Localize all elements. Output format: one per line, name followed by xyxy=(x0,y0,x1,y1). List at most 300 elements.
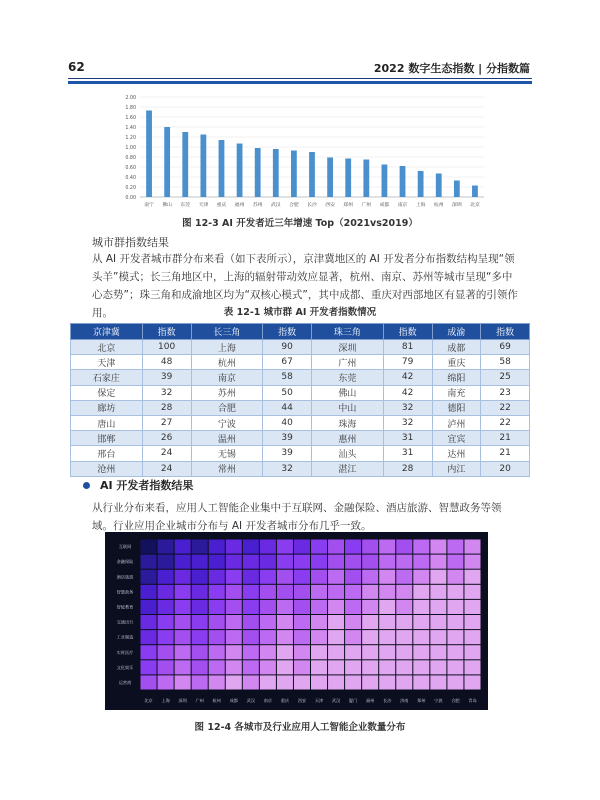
table-cell: 42 xyxy=(383,385,432,400)
heat-cell xyxy=(430,540,446,554)
table-cell: 成都 xyxy=(432,340,481,355)
table-cell: 81 xyxy=(383,340,432,355)
heat-cell xyxy=(294,675,310,689)
col-label: 青岛 xyxy=(468,698,477,703)
heat-cell xyxy=(345,615,361,629)
heat-cell xyxy=(328,600,344,614)
heat-cell xyxy=(464,600,480,614)
table-cell: 48 xyxy=(142,355,191,370)
heat-cell xyxy=(328,660,344,674)
heat-cell xyxy=(158,570,174,584)
y-tick-label: 0.60 xyxy=(125,166,136,171)
heat-cell xyxy=(345,600,361,614)
city-cluster-table xyxy=(70,323,530,477)
heat-cell xyxy=(345,570,361,584)
table-cell: 佛山 xyxy=(312,385,384,400)
heat-cell xyxy=(447,600,463,614)
row-label: 互联网 xyxy=(118,544,132,550)
heat-cell xyxy=(277,630,293,644)
heat-cell xyxy=(362,630,378,644)
heat-cell xyxy=(396,660,412,674)
table-cell: 德阳 xyxy=(432,400,481,415)
bar xyxy=(273,149,279,197)
heat-cell xyxy=(430,585,446,599)
col-label: 武汉 xyxy=(246,698,256,703)
heat-cell xyxy=(141,600,157,614)
table-header-row xyxy=(71,324,530,340)
y-tick-label: 0.20 xyxy=(125,186,136,191)
heat-cell xyxy=(192,675,208,689)
y-tick-label: 1.80 xyxy=(125,106,136,111)
heat-cell xyxy=(260,660,276,674)
bar xyxy=(219,140,225,197)
heat-cell xyxy=(260,555,276,569)
heat-cell xyxy=(175,555,191,569)
col-label: 宁波 xyxy=(434,698,443,703)
y-tick-label: 1.60 xyxy=(125,116,136,121)
bar xyxy=(418,171,424,197)
page-header xyxy=(0,0,600,80)
heat-cell xyxy=(192,570,208,584)
table-cell: 唐山 xyxy=(71,415,143,430)
table-cell: 23 xyxy=(481,385,530,400)
bar xyxy=(182,132,188,197)
table-cell: 宜宾 xyxy=(432,431,481,446)
heat-cell xyxy=(175,585,191,599)
heat-cell xyxy=(158,555,174,569)
heat-cell xyxy=(328,540,344,554)
table-cell: 26 xyxy=(142,431,191,446)
heat-cell xyxy=(192,660,208,674)
heat-cell xyxy=(141,540,157,554)
heat-cell xyxy=(192,615,208,629)
header-cell: 指数 xyxy=(142,324,191,340)
table-cell: 杭州 xyxy=(191,355,263,370)
table-cell: 69 xyxy=(481,340,530,355)
heat-cell xyxy=(226,585,242,599)
heat-cell xyxy=(294,570,310,584)
heat-cell xyxy=(260,570,276,584)
row-label: 酒店旅游 xyxy=(116,574,134,580)
heat-cell xyxy=(294,645,310,659)
table-cell: 24 xyxy=(142,446,191,461)
bar xyxy=(345,159,351,198)
heat-cell xyxy=(447,675,463,689)
heat-cell xyxy=(362,675,378,689)
para-industry: 从行业分布来看，应用人工智能企业集中于互联网、金融保险、酒店旅游、智慧政务等领域。行业应用企业城市分布与 AI 开发者城市分布几乎一致。 xyxy=(92,502,502,532)
heat-cell xyxy=(243,630,259,644)
x-tick-label: 南宁 xyxy=(144,203,154,208)
heat-cell xyxy=(345,645,361,659)
bar xyxy=(400,166,406,197)
heat-cell xyxy=(447,660,463,674)
row-label: 智慧政务 xyxy=(116,589,134,595)
table-cell: 58 xyxy=(263,370,312,385)
heat-cell xyxy=(243,570,259,584)
row-label: 运营商 xyxy=(118,679,132,685)
heat-cell xyxy=(430,660,446,674)
table-cell: 25 xyxy=(481,370,530,385)
heat-cell xyxy=(396,675,412,689)
header-cell: 珠三角 xyxy=(312,324,384,340)
heat-cell xyxy=(413,675,429,689)
col-label: 北京 xyxy=(144,698,153,703)
heat-cell xyxy=(379,555,395,569)
table-cell: 天津 xyxy=(71,355,143,370)
heat-cell xyxy=(243,615,259,629)
heat-cell xyxy=(379,645,395,659)
table-cell: 广州 xyxy=(312,355,384,370)
header-band xyxy=(68,81,532,84)
table-cell: 北京 xyxy=(71,340,143,355)
table-cell: 珠海 xyxy=(312,415,384,430)
heat-cell xyxy=(209,600,225,614)
table-cell: 20 xyxy=(481,461,530,476)
heat-cell xyxy=(362,540,378,554)
table-cell: 21 xyxy=(481,446,530,461)
table-cell: 39 xyxy=(142,370,191,385)
table-row xyxy=(71,385,530,400)
heat-cell xyxy=(362,570,378,584)
heat-cell xyxy=(379,615,395,629)
heat-cell xyxy=(345,585,361,599)
table-row xyxy=(71,446,530,461)
bar xyxy=(472,186,478,198)
x-tick-label: 郑州 xyxy=(343,203,354,208)
heat-cell xyxy=(464,570,480,584)
table-cell: 21 xyxy=(481,431,530,446)
heat-cell xyxy=(294,540,310,554)
bar xyxy=(146,111,152,198)
subhead-city-cluster: 城市群指数结果 xyxy=(92,236,169,249)
heat-cell xyxy=(243,555,259,569)
heat-cell xyxy=(192,630,208,644)
col-label: 福州 xyxy=(365,698,375,703)
heat-cell xyxy=(447,540,463,554)
col-label: 成都 xyxy=(229,698,238,703)
heat-cell xyxy=(362,660,378,674)
running-title: 2022 数字生态指数 | 分指数篇 xyxy=(373,62,530,75)
table-cell: 27 xyxy=(142,415,191,430)
row-label: 金融保险 xyxy=(116,559,134,565)
table-cell: 常州 xyxy=(191,461,263,476)
heat-cell xyxy=(311,555,327,569)
heat-cell xyxy=(447,630,463,644)
heat-cell xyxy=(328,645,344,659)
heat-cell xyxy=(379,660,395,674)
x-tick-label: 杭州 xyxy=(433,203,444,208)
table-cell: 廊坊 xyxy=(71,400,143,415)
header-rule xyxy=(68,78,532,79)
table-cell: 上海 xyxy=(191,340,263,355)
y-tick-label: 0.40 xyxy=(125,176,136,181)
heat-cell xyxy=(260,600,276,614)
heat-cell xyxy=(413,600,429,614)
heat-cell xyxy=(447,645,463,659)
row-label: 工业制造 xyxy=(116,634,134,640)
heat-cell xyxy=(362,645,378,659)
col-label: 杭州 xyxy=(212,698,221,703)
table-cell: 40 xyxy=(263,415,312,430)
heat-cell xyxy=(379,630,395,644)
x-tick-label: 成都 xyxy=(379,203,390,208)
heat-cell xyxy=(243,675,259,689)
figure-12-3-caption: 图 12-3 AI 开发者近三年增速 Top（2021vs2019） xyxy=(182,218,418,229)
heat-cell xyxy=(464,630,480,644)
heat-cell xyxy=(328,615,344,629)
heat-cell xyxy=(328,630,344,644)
heat-cell xyxy=(226,660,242,674)
heat-cell xyxy=(396,570,412,584)
col-label: 济南 xyxy=(400,698,409,703)
heat-cell xyxy=(413,660,429,674)
table-cell: 28 xyxy=(383,461,432,476)
heat-cell xyxy=(277,645,293,659)
x-tick-label: 重庆 xyxy=(216,203,227,208)
heat-cell xyxy=(158,630,174,644)
heatmap-panel xyxy=(105,532,488,710)
col-label: 广州 xyxy=(195,698,204,703)
heat-cell xyxy=(379,585,395,599)
heat-cell xyxy=(413,630,429,644)
col-label: 长沙 xyxy=(383,698,392,703)
x-tick-label: 西安 xyxy=(325,203,335,208)
heat-cell xyxy=(226,615,242,629)
heat-cell xyxy=(141,675,157,689)
bar xyxy=(200,135,206,198)
heat-cell xyxy=(311,675,327,689)
table-cell: 无锡 xyxy=(191,446,263,461)
heat-cell xyxy=(141,660,157,674)
heat-cell xyxy=(158,585,174,599)
heat-cell xyxy=(345,540,361,554)
heat-cell xyxy=(396,630,412,644)
table-12-1-caption: 表 12-1 城市群 AI 开发者指数情况 xyxy=(223,307,377,318)
table-row xyxy=(71,340,530,355)
heat-cell xyxy=(277,585,293,599)
bar xyxy=(164,127,170,197)
heat-cell xyxy=(362,585,378,599)
heat-cell xyxy=(260,585,276,599)
heat-cell xyxy=(175,615,191,629)
bar xyxy=(327,158,333,198)
heat-cell xyxy=(345,675,361,689)
table-cell: 温州 xyxy=(191,431,263,446)
row-label: 文化娱乐 xyxy=(116,664,134,670)
col-label: 厦门 xyxy=(348,698,358,703)
heat-cell xyxy=(396,585,412,599)
table-cell: 32 xyxy=(263,461,312,476)
heat-cell xyxy=(430,570,446,584)
y-tick-label: 1.20 xyxy=(125,136,136,141)
heat-cell xyxy=(396,645,412,659)
y-tick-label: 0.00 xyxy=(125,196,136,201)
table-cell: 绵阳 xyxy=(432,370,481,385)
heat-cell xyxy=(345,630,361,644)
heat-cell xyxy=(464,555,480,569)
bar xyxy=(309,152,315,197)
heat-cell xyxy=(260,540,276,554)
table-cell: 湛江 xyxy=(312,461,384,476)
heat-cell xyxy=(260,615,276,629)
heat-cell xyxy=(396,555,412,569)
bar xyxy=(237,144,243,198)
col-label: 深圳 xyxy=(178,698,187,703)
heat-cell xyxy=(311,570,327,584)
heat-cell xyxy=(464,615,480,629)
heat-cell xyxy=(345,660,361,674)
heat-cell xyxy=(413,645,429,659)
heat-cell xyxy=(175,675,191,689)
heat-cell xyxy=(175,540,191,554)
heat-cell xyxy=(209,660,225,674)
heat-cell xyxy=(158,600,174,614)
heat-cell xyxy=(464,645,480,659)
heat-cell xyxy=(430,615,446,629)
heat-cell xyxy=(226,600,242,614)
heat-cell xyxy=(413,615,429,629)
table-cell: 石家庄 xyxy=(71,370,143,385)
x-tick-label: 武汉 xyxy=(270,203,281,208)
header-cell: 长三角 xyxy=(191,324,263,340)
table-cell: 31 xyxy=(383,446,432,461)
bar xyxy=(291,151,297,198)
heat-cell xyxy=(226,630,242,644)
heat-cell xyxy=(430,645,446,659)
heat-cell xyxy=(396,540,412,554)
table-cell: 苏州 xyxy=(191,385,263,400)
heat-cell xyxy=(192,555,208,569)
table-row xyxy=(71,461,530,476)
heat-cell xyxy=(243,540,259,554)
table-row xyxy=(71,415,530,430)
heat-cell xyxy=(379,570,395,584)
growth-bar-chart xyxy=(112,92,490,210)
heat-cell xyxy=(277,555,293,569)
heat-cell xyxy=(294,630,310,644)
heat-cell xyxy=(464,675,480,689)
x-tick-label: 福州 xyxy=(234,203,245,208)
heat-cell xyxy=(226,540,242,554)
col-label: 上海 xyxy=(161,698,170,703)
table-cell: 32 xyxy=(142,385,191,400)
heat-cell xyxy=(311,540,327,554)
heat-cell xyxy=(311,615,327,629)
heat-cell xyxy=(413,585,429,599)
heat-cell xyxy=(226,675,242,689)
heat-cell xyxy=(277,540,293,554)
heat-cell xyxy=(311,585,327,599)
heat-cell xyxy=(141,630,157,644)
para-city-cluster: 从 AI 开发者城市群分布来看（如下表所示），京津冀地区的 AI 开发者分布指数结构呈现“领头羊”模式；长三角地区中，上海的辐射带动效应显著，杭州、南京、苏州等城市呈现“多中心态势”；珠三角和成渝地区均为“双核心模式”，其中成都、重庆对西部地区有显著的引领作用。 xyxy=(92,253,518,319)
x-tick-label: 佛山 xyxy=(162,203,172,208)
y-tick-label: 1.40 xyxy=(125,126,136,131)
bar xyxy=(454,181,460,198)
x-tick-label: 上海 xyxy=(415,203,426,208)
table-cell: 22 xyxy=(481,415,530,430)
heat-cell xyxy=(226,555,242,569)
heat-cell xyxy=(141,585,157,599)
heat-cell xyxy=(209,630,225,644)
heat-cell xyxy=(175,570,191,584)
table-row xyxy=(71,431,530,446)
heat-cell xyxy=(175,660,191,674)
heat-cell xyxy=(413,555,429,569)
heat-cell xyxy=(379,540,395,554)
heat-cell xyxy=(175,645,191,659)
table-cell: 58 xyxy=(481,355,530,370)
x-tick-label: 广州 xyxy=(361,203,372,208)
heat-cell xyxy=(158,540,174,554)
row-label: 实时医疗 xyxy=(116,649,134,655)
table-cell: 重庆 xyxy=(432,355,481,370)
table-row xyxy=(71,370,530,385)
table-cell: 中山 xyxy=(312,400,384,415)
table-cell: 39 xyxy=(263,446,312,461)
heat-cell xyxy=(447,570,463,584)
heat-cell xyxy=(192,645,208,659)
heat-cell xyxy=(328,570,344,584)
heat-cell xyxy=(430,600,446,614)
table-cell: 28 xyxy=(142,400,191,415)
x-tick-label: 合肥 xyxy=(289,203,299,208)
heat-cell xyxy=(226,570,242,584)
figure-12-4-caption: 图 12-4 各城市及行业应用人工智能企业数量分布 xyxy=(194,722,406,733)
heat-cell xyxy=(226,645,242,659)
table-cell: 42 xyxy=(383,370,432,385)
heat-cell xyxy=(311,630,327,644)
bar xyxy=(255,148,261,197)
col-label: 西安 xyxy=(297,698,307,703)
heat-cell xyxy=(311,645,327,659)
table-cell: 31 xyxy=(383,431,432,446)
heat-cell xyxy=(362,600,378,614)
heat-cell xyxy=(141,645,157,659)
heat-cell xyxy=(345,555,361,569)
heat-cell xyxy=(260,630,276,644)
heat-cell xyxy=(328,585,344,599)
section-title-text: AI 开发者指数结果 xyxy=(100,479,194,492)
table-cell: 合肥 xyxy=(191,400,263,415)
x-tick-label: 深圳 xyxy=(452,203,462,208)
table-cell: 39 xyxy=(263,431,312,446)
table-cell: 44 xyxy=(263,400,312,415)
col-label: 合肥 xyxy=(451,698,460,703)
table-cell: 100 xyxy=(142,340,191,355)
col-label: 郑州 xyxy=(417,698,426,703)
x-tick-label: 天津 xyxy=(198,203,209,208)
table-cell: 32 xyxy=(383,400,432,415)
heat-cell xyxy=(379,600,395,614)
col-label: 武汉 xyxy=(331,698,341,703)
col-label: 重庆 xyxy=(280,698,290,703)
table-cell: 汕头 xyxy=(312,446,384,461)
heat-cell xyxy=(141,555,157,569)
heat-cell xyxy=(464,660,480,674)
heat-cell xyxy=(209,615,225,629)
heat-cell xyxy=(158,615,174,629)
heat-cell xyxy=(362,555,378,569)
heat-cell xyxy=(413,570,429,584)
header-cell: 京津冀 xyxy=(71,324,143,340)
header-cell: 指数 xyxy=(383,324,432,340)
table-cell: 达州 xyxy=(432,446,481,461)
heat-cell xyxy=(311,600,327,614)
heat-cell xyxy=(430,630,446,644)
heat-cell xyxy=(277,660,293,674)
heat-cell xyxy=(277,600,293,614)
heat-cell xyxy=(260,675,276,689)
